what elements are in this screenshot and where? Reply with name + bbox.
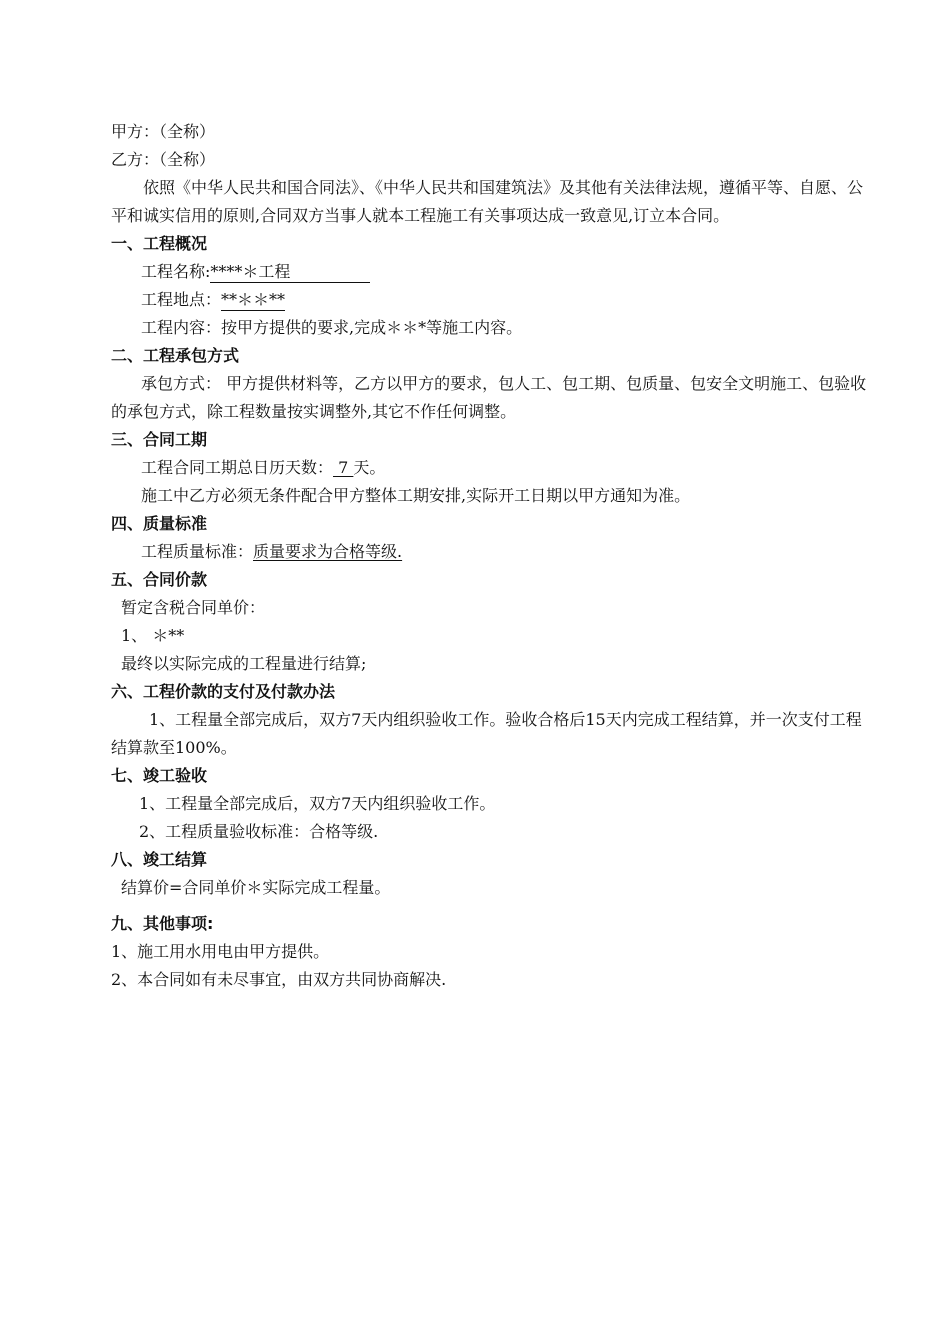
payment-terms: 1、工程量全部完成后，双方7天内组织验收工作。验收合格后15天内完成工程结算，并一次支付工程结算款至100%。 xyxy=(111,710,862,757)
section-2-title: 二、工程承包方式 xyxy=(111,346,240,365)
section-3-title: 三、合同工期 xyxy=(111,430,208,449)
price-settlement-note: 最终以实际完成的工程量进行结算; xyxy=(121,654,367,673)
section-7-title: 七、竣工验收 xyxy=(111,766,208,785)
preamble: 依照《中华人民共和国合同法》、《中华人民共和国建筑法》及其他有关法律法规，遵循平等、自愿、公平和诚实信用的原则,合同双方当事人就本工程施工有关事项达成一致意见,订立本合同。 xyxy=(111,178,864,225)
section-8-title: 八、竣工结算 xyxy=(111,850,208,869)
other-item-2: 2、本合同如有未尽事宜，由双方共同协商解决. xyxy=(111,970,447,989)
quality-line xyxy=(111,538,871,566)
section-4-title: 四、质量标准 xyxy=(111,514,208,533)
contracting-method: 承包方式： 甲方提供材料等，乙方以甲方的要求，包人工、包工期、包质量、包安全文明施工、包验收的承包方式，除工程数量按实调整外,其它不作任何调整。 xyxy=(111,374,867,421)
duration-line xyxy=(111,454,871,482)
quality-value: 质量要求为合格等级. xyxy=(253,542,403,561)
section-6-title: 六、工程价款的支付及付款办法 xyxy=(111,682,336,701)
section-5-title: 五、合同价款 xyxy=(111,570,208,589)
acceptance-item-2: 2、工程质量验收标准：合格等级. xyxy=(139,822,379,841)
price-intro: 暂定含税合同单价： xyxy=(121,598,266,617)
duration-note: 施工中乙方必须无条件配合甲方整体工期安排,实际开工日期以甲方通知为准。 xyxy=(141,486,691,505)
quality-label: 工程质量标准： xyxy=(141,542,254,561)
section-1-title: 一、工程概况 xyxy=(111,234,208,253)
project-name-line xyxy=(111,258,871,286)
project-content: 工程内容：按甲方提供的要求,完成＊＊*等施工内容。 xyxy=(141,318,523,337)
acceptance-item-1: 1、工程量全部完成后，双方7天内组织验收工作。 xyxy=(139,794,496,813)
project-name-value: ****＊工程 xyxy=(210,262,370,283)
settlement-formula: 结算价=合同单价＊实际完成工程量。 xyxy=(121,878,391,897)
section-9-title: 九、其他事项: xyxy=(111,914,214,933)
project-location-line xyxy=(111,286,871,314)
contract-document xyxy=(111,118,871,994)
project-name-label: 工程名称: xyxy=(141,262,211,281)
party-b: 乙方：（全称） xyxy=(111,150,216,169)
duration-value: 7 xyxy=(333,458,354,477)
project-location-value: **＊＊** xyxy=(221,290,286,309)
other-item-1: 1、施工用水用电由甲方提供。 xyxy=(111,942,330,961)
project-location-label: 工程地点： xyxy=(141,290,222,309)
party-a: 甲方：（全称） xyxy=(111,122,216,141)
duration-unit: 天。 xyxy=(353,458,386,477)
price-item-1: 1、 ＊** xyxy=(121,626,185,645)
duration-label: 工程合同工期总日历天数： xyxy=(141,458,334,477)
